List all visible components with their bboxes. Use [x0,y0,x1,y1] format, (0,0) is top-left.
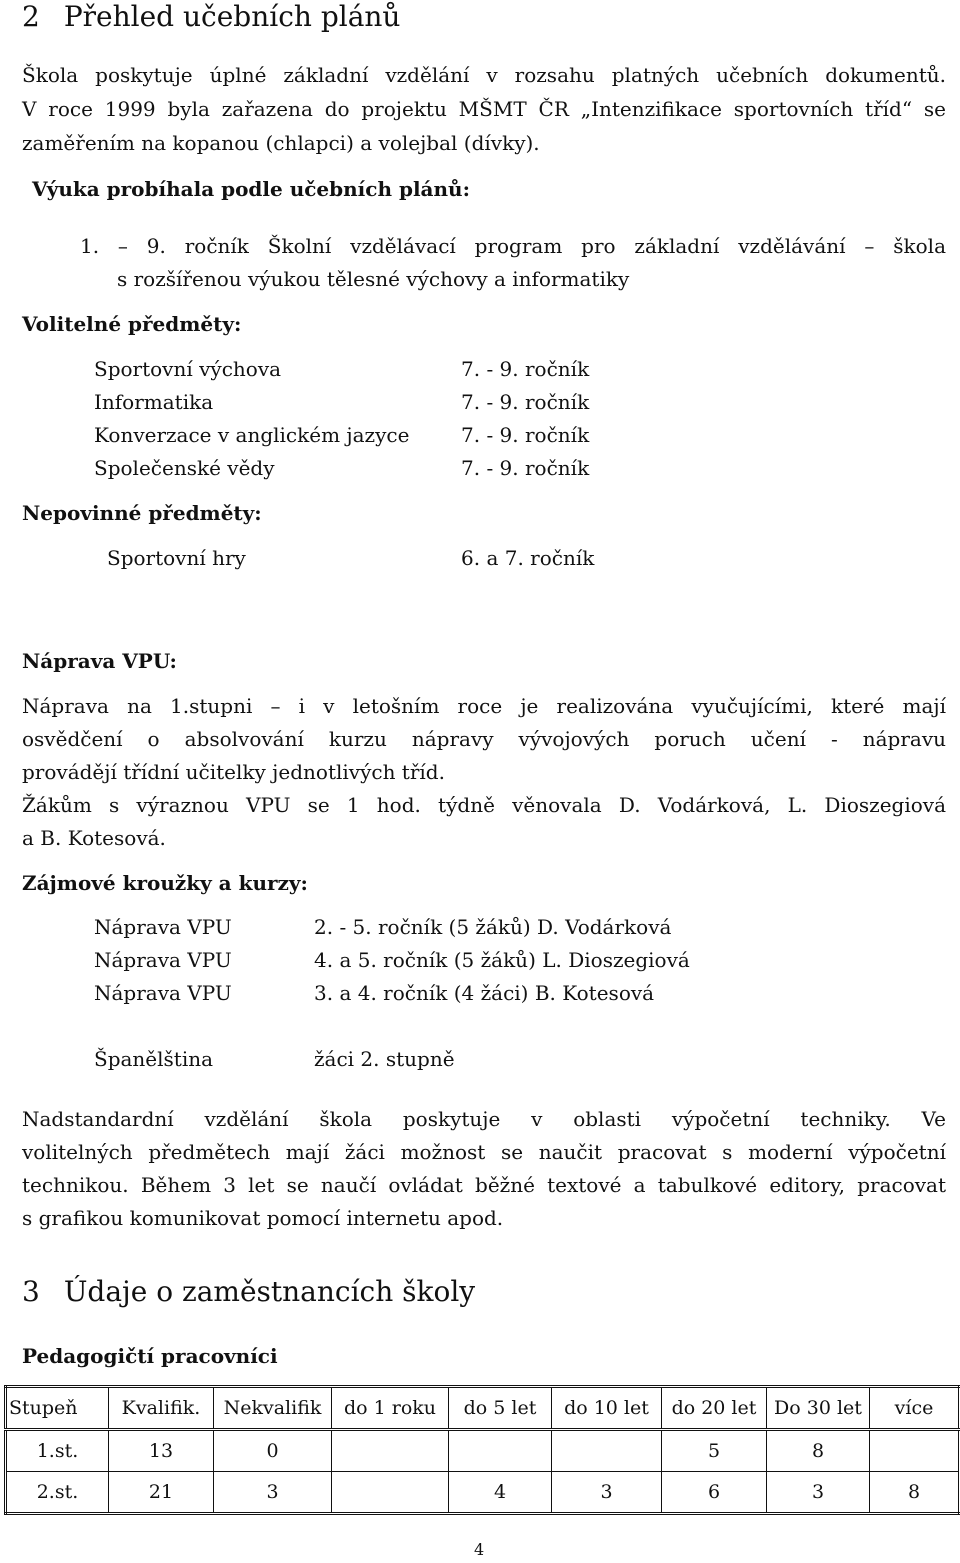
table-cell [332,1430,449,1472]
optional-grades: 6. a 7. ročník [461,546,595,570]
section-2-number: 2 [22,0,40,33]
table-header-cell: do 5 let [449,1387,552,1430]
closing-paragraph-line: volitelných předmětech mají žáci možnost se naučit pracovat s moderní výpočetní [22,1140,946,1164]
section-3-number: 3 [22,1275,40,1308]
table-header-cell: Stupeň [6,1387,109,1430]
elective-heading: Volitelné předměty: [22,312,242,336]
vpu-paragraph-line: Žákům s výraznou VPU se 1 hod. týdně věnovala D. Vodárková, L. Dioszegiová [22,793,946,817]
table-header-cell: Nekvalifik [214,1387,332,1430]
elective-grades: 7. - 9. ročník [461,423,590,447]
club-name: Náprava VPU [94,981,232,1005]
table-cell: 1.st. [6,1430,109,1472]
plans-heading: Výuka probíhala podle učebních plánů: [32,177,470,201]
table-cell: 3 [767,1472,870,1514]
table-cell: 4 [449,1472,552,1514]
elective-subject: Sportovní výchova [94,357,282,381]
table-cell [552,1430,662,1472]
table-cell: 3 [214,1472,332,1514]
section-2-heading [22,0,400,33]
vpu-paragraph-line: a B. Kotesová. [22,826,166,850]
table-header-row [6,1387,960,1430]
table-cell [332,1472,449,1514]
table-row [6,1472,960,1514]
table-cell: 8 [870,1472,960,1514]
plan-item-line-2: s rozšířenou výukou tělesné výchovy a informatiky [117,267,630,291]
table-cell: 13 [109,1430,214,1472]
table-cell: 6 [662,1472,767,1514]
closing-paragraph-line: s grafikou komunikovat pomocí internetu apod. [22,1206,504,1230]
elective-grades: 7. - 9. ročník [461,357,590,381]
club-name: Náprava VPU [94,948,232,972]
table-cell: 3 [552,1472,662,1514]
club-name: Náprava VPU [94,915,232,939]
plan-item-line-1: 1. – 9. ročník Školní vzdělávací program pro základní vzdělávání – škola [80,234,946,258]
table-cell: 0 [214,1430,332,1472]
elective-grades: 7. - 9. ročník [461,390,590,414]
clubs-heading: Zájmové kroužky a kurzy: [22,871,308,895]
section-3-title: Údaje o zaměstnancích školy [63,1275,476,1308]
elective-grades: 7. - 9. ročník [461,456,590,480]
table-cell [449,1430,552,1472]
table-cell: 8 [767,1430,870,1472]
vpu-paragraph-line: Náprava na 1.stupni – i v letošním roce je realizována vyučujícími, které mají [22,694,946,718]
staff-table [4,1385,960,1515]
elective-subject: Společenské vědy [94,456,275,480]
page-number: 4 [474,1540,485,1559]
table-header-cell: do 1 roku [332,1387,449,1430]
club-detail: žáci 2. stupně [314,1047,455,1071]
club-detail: 3. a 4. ročník (4 žáci) B. Kotesová [314,981,655,1005]
table-cell: 21 [109,1472,214,1514]
intro-line-2: V roce 1999 byla zařazena do projektu MŠMT ČR „Intenzifikace sportovních tříd“ se [22,97,946,121]
optional-heading: Nepovinné předměty: [22,501,262,525]
table-row [6,1430,960,1472]
intro-line-3: zaměřením na kopanou (chlapci) a volejbal (dívky). [22,131,540,155]
vpu-paragraph-line: provádějí třídní učitelky jednotlivých tříd. [22,760,445,784]
elective-subject: Konverzace v anglickém jazyce [94,423,410,447]
table-cell: 5 [662,1430,767,1472]
table-cell: 2.st. [6,1472,109,1514]
table-header-cell: Kvalifik. [109,1387,214,1430]
table-header-cell: do 10 let [552,1387,662,1430]
table-cell [870,1430,960,1472]
intro-line-1: Škola poskytuje úplné základní vzdělání v rozsahu platných učebních dokumentů. [22,63,946,87]
club-name: Španělština [94,1047,214,1071]
closing-paragraph-line: Nadstandardní vzdělání škola poskytuje v oblasti výpočetní techniky. Ve [22,1107,946,1131]
table-header-cell: do 20 let [662,1387,767,1430]
optional-subject: Sportovní hry [107,546,246,570]
section-3-heading [22,1275,475,1308]
vpu-paragraph-line: osvědčení o absolvování kurzu nápravy vývojových poruch učení - nápravu [22,727,946,751]
table-header-cell: Do 30 let [767,1387,870,1430]
vpu-heading: Náprava VPU: [22,649,177,673]
section-2-title: Přehled učebních plánů [63,0,401,33]
staff-heading: Pedagogičtí pracovníci [22,1344,278,1368]
closing-paragraph-line: technikou. Během 3 let se naučí ovládat běžné textové a tabulkové editory, pracovat [22,1173,946,1197]
club-detail: 4. a 5. ročník (5 žáků) L. Dioszegiová [314,948,690,972]
table-header-cell: více [870,1387,960,1430]
club-detail: 2. - 5. ročník (5 žáků) D. Vodárková [314,915,672,939]
elective-subject: Informatika [94,390,214,414]
